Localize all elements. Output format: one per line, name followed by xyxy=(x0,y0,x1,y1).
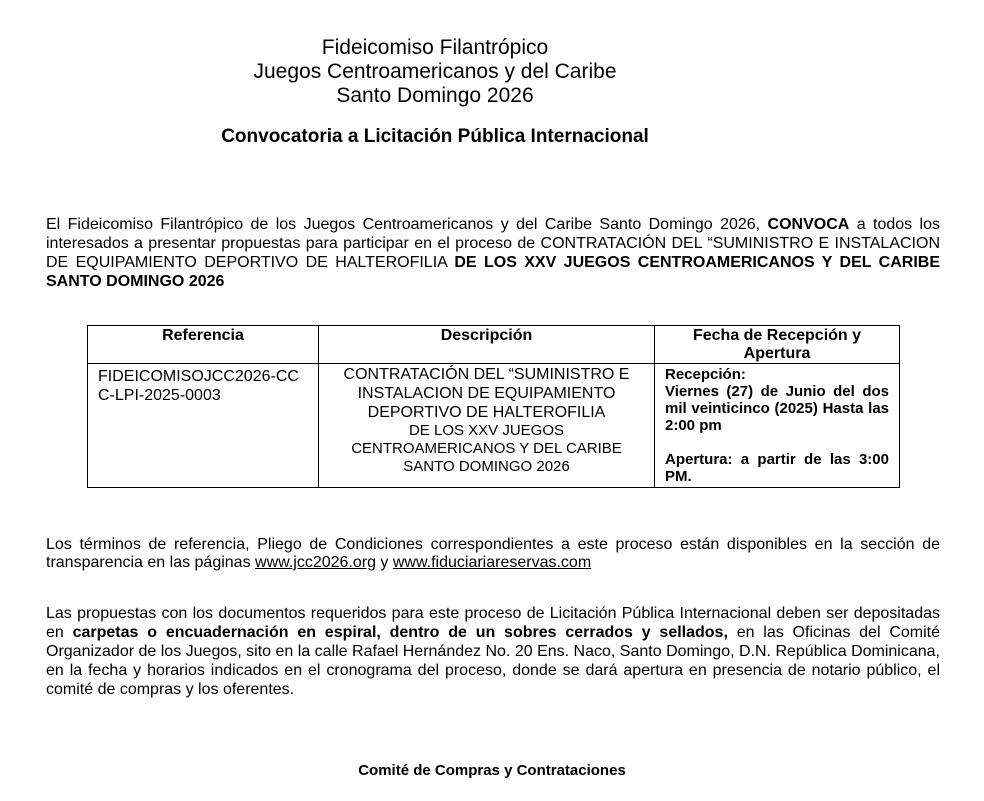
intro-paragraph xyxy=(46,215,940,291)
header-line-1: Fideicomiso Filantrópico xyxy=(321,36,549,59)
header-line-3: Santo Domingo 2026 xyxy=(336,84,534,107)
cell-fecha xyxy=(655,364,900,488)
cell-referencia xyxy=(88,364,319,488)
fiduciaria-link[interactable]: www.fiduciariareservas.com xyxy=(392,554,592,571)
description-main: CONTRATACIÓN DEL “SUMINISTRO E INSTALACION DE EQUIPAMIENTO DEPORTIVO DE HALTEROFILIA xyxy=(343,366,630,421)
process-table xyxy=(87,325,900,488)
header-referencia: Referencia xyxy=(88,326,319,364)
jcc2026-link[interactable]: www.jcc2026.org xyxy=(255,554,376,571)
intro-bold-games: DE LOS XXV JUEGOS CENTROAMERICANOS Y DEL CARIBE SANTO DOMINGO 2026 xyxy=(46,254,941,290)
terms-conj: y xyxy=(375,554,393,571)
recepcion-text: Viernes (27) de Junio del dos mil veinticinco (2025) Hasta las 2:00 pm xyxy=(665,383,889,434)
intro-bold-convoca: CONVOCA xyxy=(767,216,850,233)
proposals-paragraph xyxy=(46,604,940,699)
cell-descripcion xyxy=(319,364,655,488)
proposals-text-2: en las Oficinas del Comité Organizador de los Juegos, sito en la calle Rafael Hernández No. 20 Ens. Naco, Santo Domingo, D.N. República Dominicana, en la fecha y horarios indicados en el cronograma del proceso, donde se dará apertura en presencia de notario público, el comité de compras y los oferentes. xyxy=(46,624,940,698)
terms-paragraph xyxy=(46,536,940,572)
reference-code: FIDEICOMISOJCC2026-CCC-LPI-2025-0003 xyxy=(98,368,299,404)
table-header-row xyxy=(88,326,900,364)
header-fecha: Fecha de Recepción y Apertura xyxy=(655,326,900,364)
recepcion-label: Recepción: xyxy=(665,366,746,383)
table-row xyxy=(88,364,900,488)
intro-text-1: El Fideicomiso Filantrópico de los Juegos Centroamericanos y del Caribe Santo Domingo 2026, xyxy=(46,216,768,233)
header-descripcion: Descripción xyxy=(319,326,655,364)
apertura-text: Apertura: a partir de las 3:00 PM. xyxy=(665,451,889,485)
document-header xyxy=(0,36,870,108)
document-subtitle: Convocatoria a Licitación Pública Internacional xyxy=(221,126,649,147)
description-secondary: DE LOS XXV JUEGOS CENTROAMERICANOS Y DEL CARIBE SANTO DOMINGO 2026 xyxy=(351,422,622,475)
proposals-bold: carpetas o encuadernación en espiral, dentro de un sobres cerrados y sellados, xyxy=(72,624,728,641)
header-line-2: Juegos Centroamericanos y del Caribe xyxy=(253,60,617,83)
terms-text: Los términos de referencia, Pliego de Condiciones correspondientes a este proceso están disponibles en la sección de transparencia en las páginas xyxy=(46,536,940,571)
intro-text-2: a todos los interesados a presentar propuestas para participar en el proceso de CONTRATACIÓN DEL “SUMINISTRO E INSTALACION DE EQUIPAMIENTO DEPORTIVO DE HALTEROFILIA xyxy=(46,216,941,271)
footer-signature: Comité de Compras y Contrataciones xyxy=(358,762,626,779)
proposals-text-1: Las propuestas con los documentos requeridos para este proceso de Licitación Pública Internacional deben ser depositadas en xyxy=(46,605,940,641)
